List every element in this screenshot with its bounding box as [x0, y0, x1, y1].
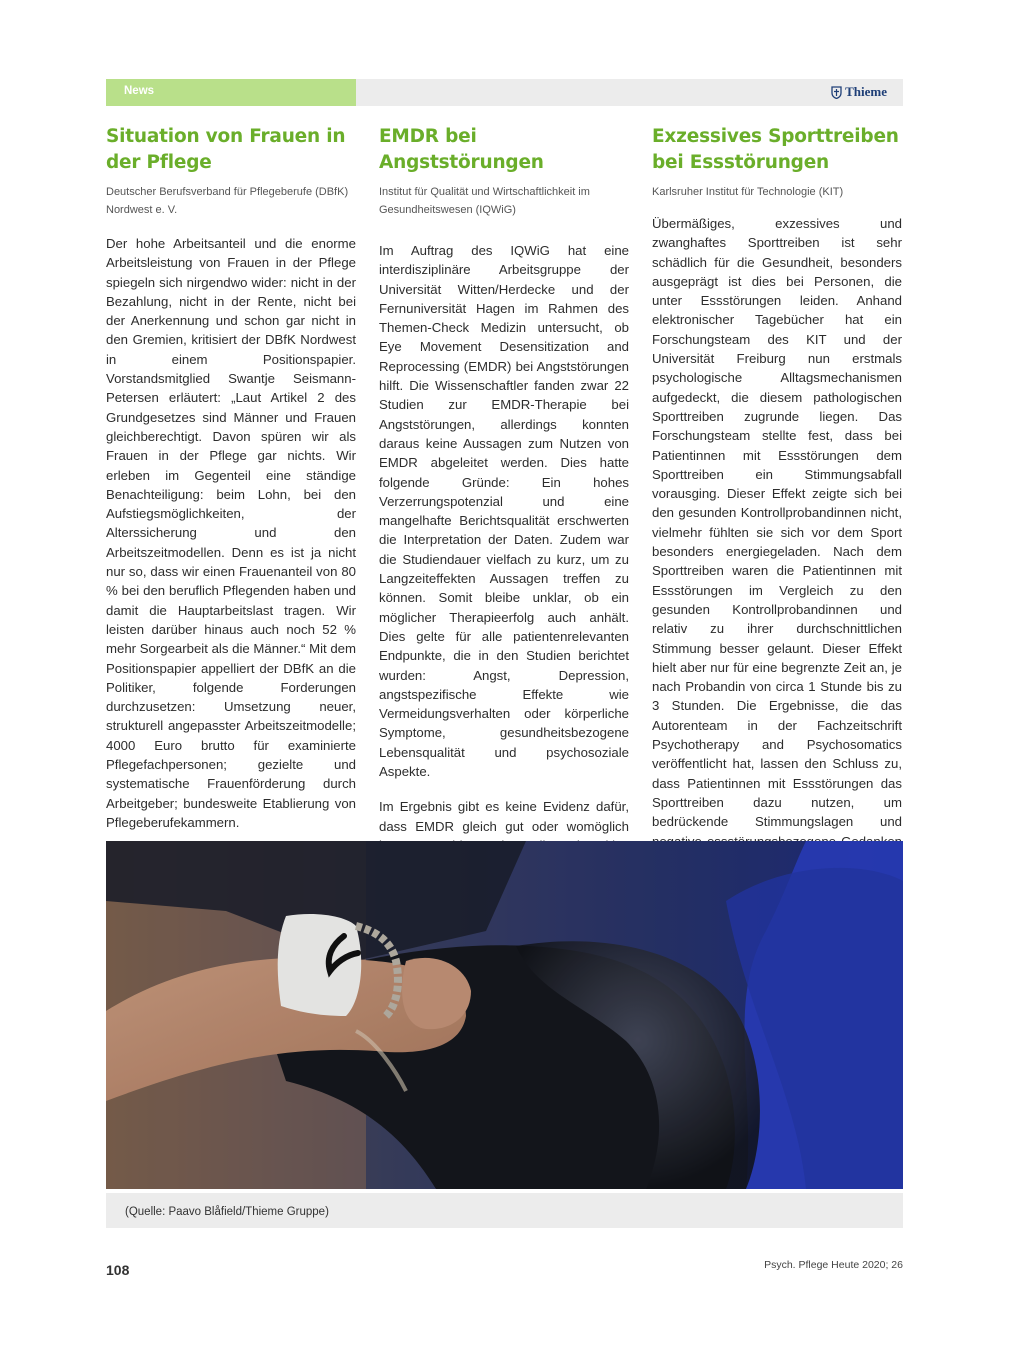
- article-frauen-pflege: [106, 124, 356, 832]
- section-header-bar: [106, 79, 903, 106]
- article-sport-essstoerungen: [652, 124, 902, 870]
- thieme-shield-icon: [831, 86, 842, 99]
- article-title: EMDR bei Angststörungen: [379, 126, 544, 173]
- photo-caption: (Quelle: Paavo Blåfield/Thieme Gruppe): [125, 1206, 329, 1218]
- photo-illustration: [106, 841, 903, 1189]
- photo-caption-bar: [106, 1193, 903, 1228]
- publisher-logo: [831, 84, 887, 100]
- article-source: Karlsruher Institut für Technologie (KIT): [652, 186, 844, 198]
- article-title: Situation von Frauen in der Pflege: [106, 126, 346, 173]
- publisher-name: Thieme: [845, 84, 887, 99]
- page-number: 108: [106, 1262, 130, 1278]
- article-body: Übermäßiges, exzessives und zwanghaftes Sporttreiben ist sehr schädlich für die Gesundheit, besonders ausgeprägt ist dies bei Personen, die unter Essstörungen leiden. Anhand elektronischer Tagebücher hat ein Forschungsteam des KIT und der Universität Freiburg nun erstmals psychologische Alltagsmechanismen aufgedeckt, die diesem pathologischen Sporttreiben zugrunde liegen. Das Forschungsteam stellte fest, dass bei Patientinnen mit Essstörungen dem Sporttreiben ein Stimmungsabfall vorausging. Dieser Effekt zeigte sich bei den gesunden Kontrollprobandinnen nicht, vielmehr fühlten sie sich vor dem Sport besonders energiegeladen. Nach dem Sporttreiben waren die Patientinnen mit Essstörungen im Vergleich zu den gesunden Kontrollprobandinnen und relativ zu ihrer durchschnittlichen Stimmung besser gelaunt. Dieser Effekt hielt aber nur für eine begrenzte Zeit an, je nach Probandin von circa 1 Stunde bis zu 3 Stunden. Die Ergebnisse, die das Autorenteam in der Fachzeitschrift Psychotherapy and Psychosomatics veröffentlicht hat, lassen den Schluss zu, dass Patientinnen mit Essstörungen das Sporttreiben dazu nutzen, um bedrückende Stimmungslagen und: [652, 216, 902, 830]
- section-label: News: [124, 85, 155, 97]
- article-emdr: [379, 124, 629, 913]
- news-section-tab: [106, 79, 356, 106]
- article-photo: [106, 841, 903, 1189]
- article-source: Institut für Qualität und Wirtschaftlichkeit im Gesundheitswesen (IQWiG): [379, 186, 590, 216]
- article-body: Im Auftrag des IQWiG hat eine interdisziplinäre Arbeitsgruppe der Universität Witten/Herdecke und der Fernuniversität Hagen im Rahmen des Themen-Check Medizin untersucht, ob Eye Movement Desensitization and Reprocessing (EMDR) bei Angststörungen hilft. Die Wissenschaftler fanden zwar 22 Studien zur EMDR-Therapie bei Angststörungen, allerdings konnten daraus keine Aussagen zum Nutzen von EMDR abgeleitet werden. Dies hatte folgende Gründe: Ein hohes Verzerrungspotenzial und eine mangelhafte Berichtsqualität erschwerten die Interpretation der Daten. Zudem war die Studiendauer vielfach zu kurz, um zu Langzeiteffekten Aussagen treffen zu können. Somit bleibe unklar, ob ein möglicher Therapieerfolg auch anhält. Dies gelte für alle patientenrelevanten Endpunkte, die in den Studien berichtet wurden: Angst, Depression, angstspezifische Effekte wie Vermeidungsverhalten oder körperliche Symptome, gesundheitsbezogene Lebensqualität und psychosoziale Aspekte.: [379, 243, 629, 780]
- article-body: Der hohe Arbeitsanteil und die enorme Arbeitsleistung von Frauen in der Pflege spiegeln sich nirgendwo wider: nicht in der Bezahlung, nicht in der Rente, nicht bei der Anerkennung und schon gar nicht in den Gremien, kritisiert der DBfK Nordwest in einem Positionspapier. Vorstandsmitglied Swantje Seismann-Petersen erläutert: „Laut Artikel 2 des Grundgesetzes sind Männer und Frauen gleichberechtigt. Davon spüren wir als Frauen in der Pflege gar nichts. Wir erleben im Gegenteil eine ständige Benachteiligung: beim Lohn, bei den Aufstiegsmöglichkeiten, der Alterssicherung und den Arbeitszeitmodellen. Denn es ist ja nicht nur so, dass wir einen Frauenanteil von 80 % bei den beruflich Pflegenden haben und damit die Hauptarbeitslast tragen. Wir leisten darüber hinaus auch noch 52 % mehr Sorgearbeit als die Männer.“ Mit dem Positionspapier appelliert der DBfK an die Politiker, folgende Forderungen durchzusetzen: Umsetzung neuer, strukturell angepasster Arbeitszeitmodelle; 4000 Euro brutto für examinierte Pflegefachpersonen; gezielte und systematische Frauenförderung durch Arbeitgeber; bundesweite Etablierung von Pflegeberufekammern.: [106, 236, 356, 830]
- article-title: Exzessives Sporttreiben bei Essstörungen: [652, 126, 899, 173]
- journal-citation: Psych. Pflege Heute 2020; 26: [764, 1259, 903, 1271]
- article-body-conclusion: Im Ergebnis gibt es keine Evidenz dafür, dass EMDR gleich gut oder womöglich: [379, 799, 629, 834]
- article-source: Deutscher Berufsverband für Pflegeberufe (DBfK) Nordwest e. V.: [106, 186, 349, 216]
